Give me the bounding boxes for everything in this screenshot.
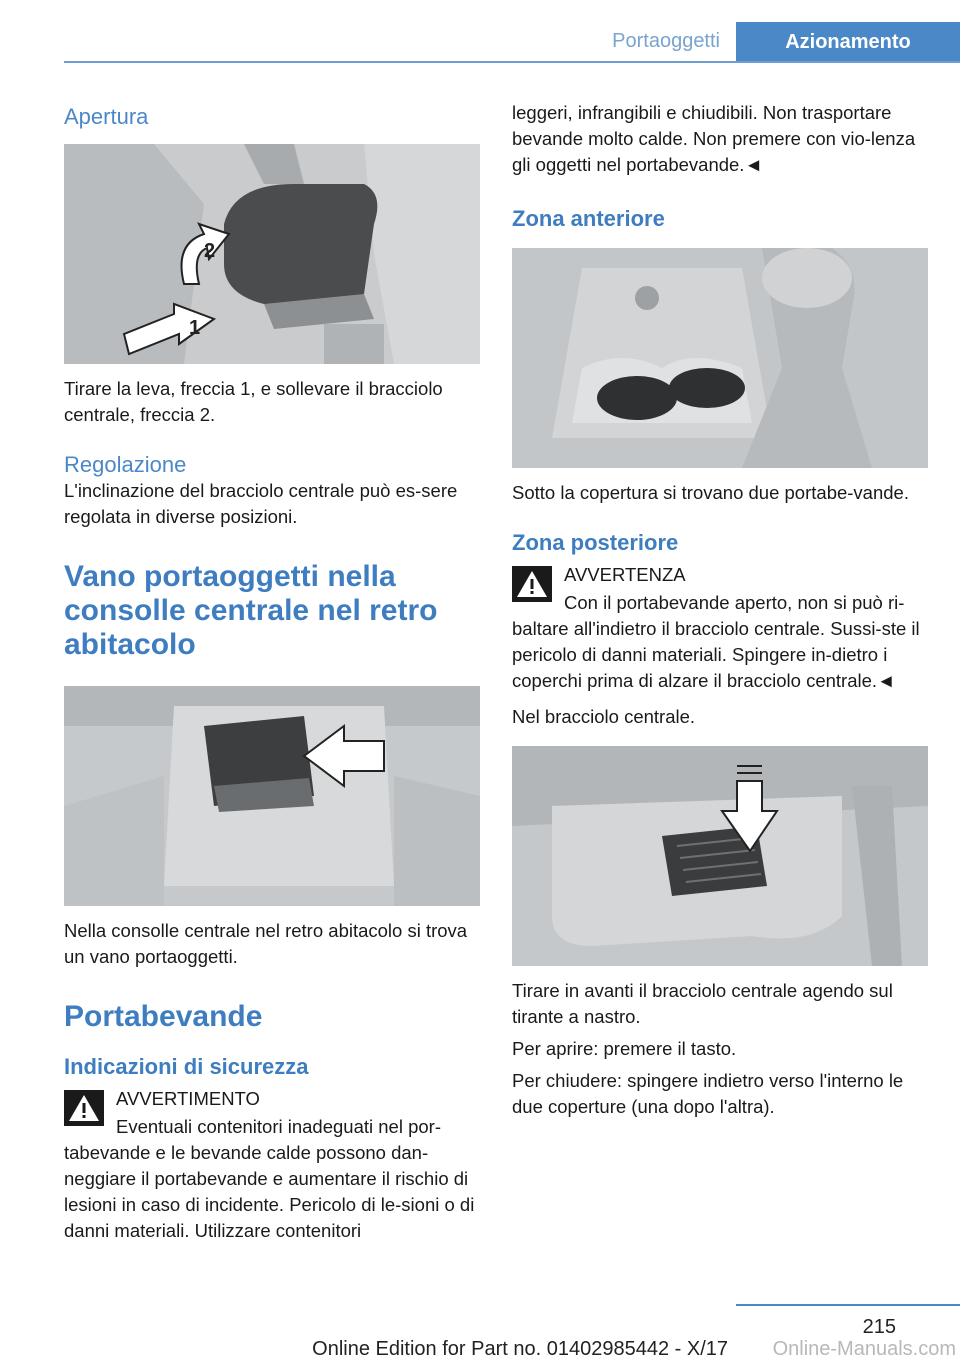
posteriore-heading: Zona posteriore [512,530,679,555]
caution-title: AVVERTENZA [564,564,686,585]
warning-text: Eventuali contenitori inadeguati nel por-tabevande e le bevande calde possono dan-neggiare il portabevande e aumentare il rischio di lesioni in caso di incidente. Pericolo di le-sioni o di danni materiali. Utilizzare contenitori [64,1116,475,1241]
footer-rule [736,1304,960,1306]
regolazione-text: L'inclinazione del bracciolo centrale può es-sere regolata in diverse posizioni. [64,480,458,527]
warning-block [64,1086,482,1244]
page-number: 215 [862,1316,896,1338]
header-rule [64,61,960,63]
caution-block [512,562,930,694]
continued-warning-text: leggeri, infrangibili e chiudibili. Non trasportare bevande molto calde. Non premere con vio-lenza gli oggetti nel portabevande.◄ [512,102,916,175]
warning-title: AVVERTIMENTO [116,1088,260,1109]
watermark: Online-Manuals.com [772,1338,956,1360]
header-chapter-tab: Azionamento [736,22,960,62]
apertura-text: Tirare la leva, freccia 1, e sollevare il bracciolo centrale, freccia 2. [64,378,443,425]
edition-footer: Online Edition for Part no. 01402985442 - X/17 [312,1338,728,1360]
warning-triangle-icon [64,1090,104,1126]
rear-armrest-cupholder-illustration [512,746,928,966]
bracciolo-text: Nel bracciolo centrale. [512,706,696,727]
arrow-2-label: 2 [204,240,216,262]
chiudere-text: Per chiudere: spingere indietro verso l'interno le due coperture (una dopo l'altra). [512,1070,904,1117]
tirare-text: Tirare in avanti il bracciolo centrale agendo sul tirante a nastro. [512,980,893,1027]
anteriore-heading: Zona anteriore [512,206,665,231]
portabevande-heading: Portabevande [64,1000,263,1033]
caution-text: Con il portabevande aperto, non si può ri-baltare all'indietro il bracciolo centrale. Sussi-ste il pericolo di danni materiali. Spingere in-dietro i coperchi prima di alzare il bracciolo centrale.◄ [512,592,920,691]
armrest-opening-illustration [64,144,480,364]
apertura-heading: Apertura [64,104,149,129]
anteriore-text: Sotto la copertura si trovano due portabe-vande. [512,482,909,503]
aprire-text: Per aprire: premere il tasto. [512,1038,737,1059]
rear-console-storage-illustration [64,686,480,906]
arrow-1-label: 1 [189,317,201,339]
header-section-title: Portaoggetti [612,30,720,52]
left-column [64,100,482,1244]
sicurezza-heading: Indicazioni di sicurezza [64,1054,309,1079]
vano-heading: Vano portaoggetti nella consolle centrale nel retro abitacolo [64,560,438,661]
right-column [512,100,930,1120]
page-header [64,22,960,62]
warning-triangle-icon [512,566,552,602]
front-cupholder-illustration [512,248,928,468]
vano-text: Nella consolle centrale nel retro abitacolo si trova un vano portaoggetti. [64,920,468,967]
regolazione-heading: Regolazione [64,452,187,477]
